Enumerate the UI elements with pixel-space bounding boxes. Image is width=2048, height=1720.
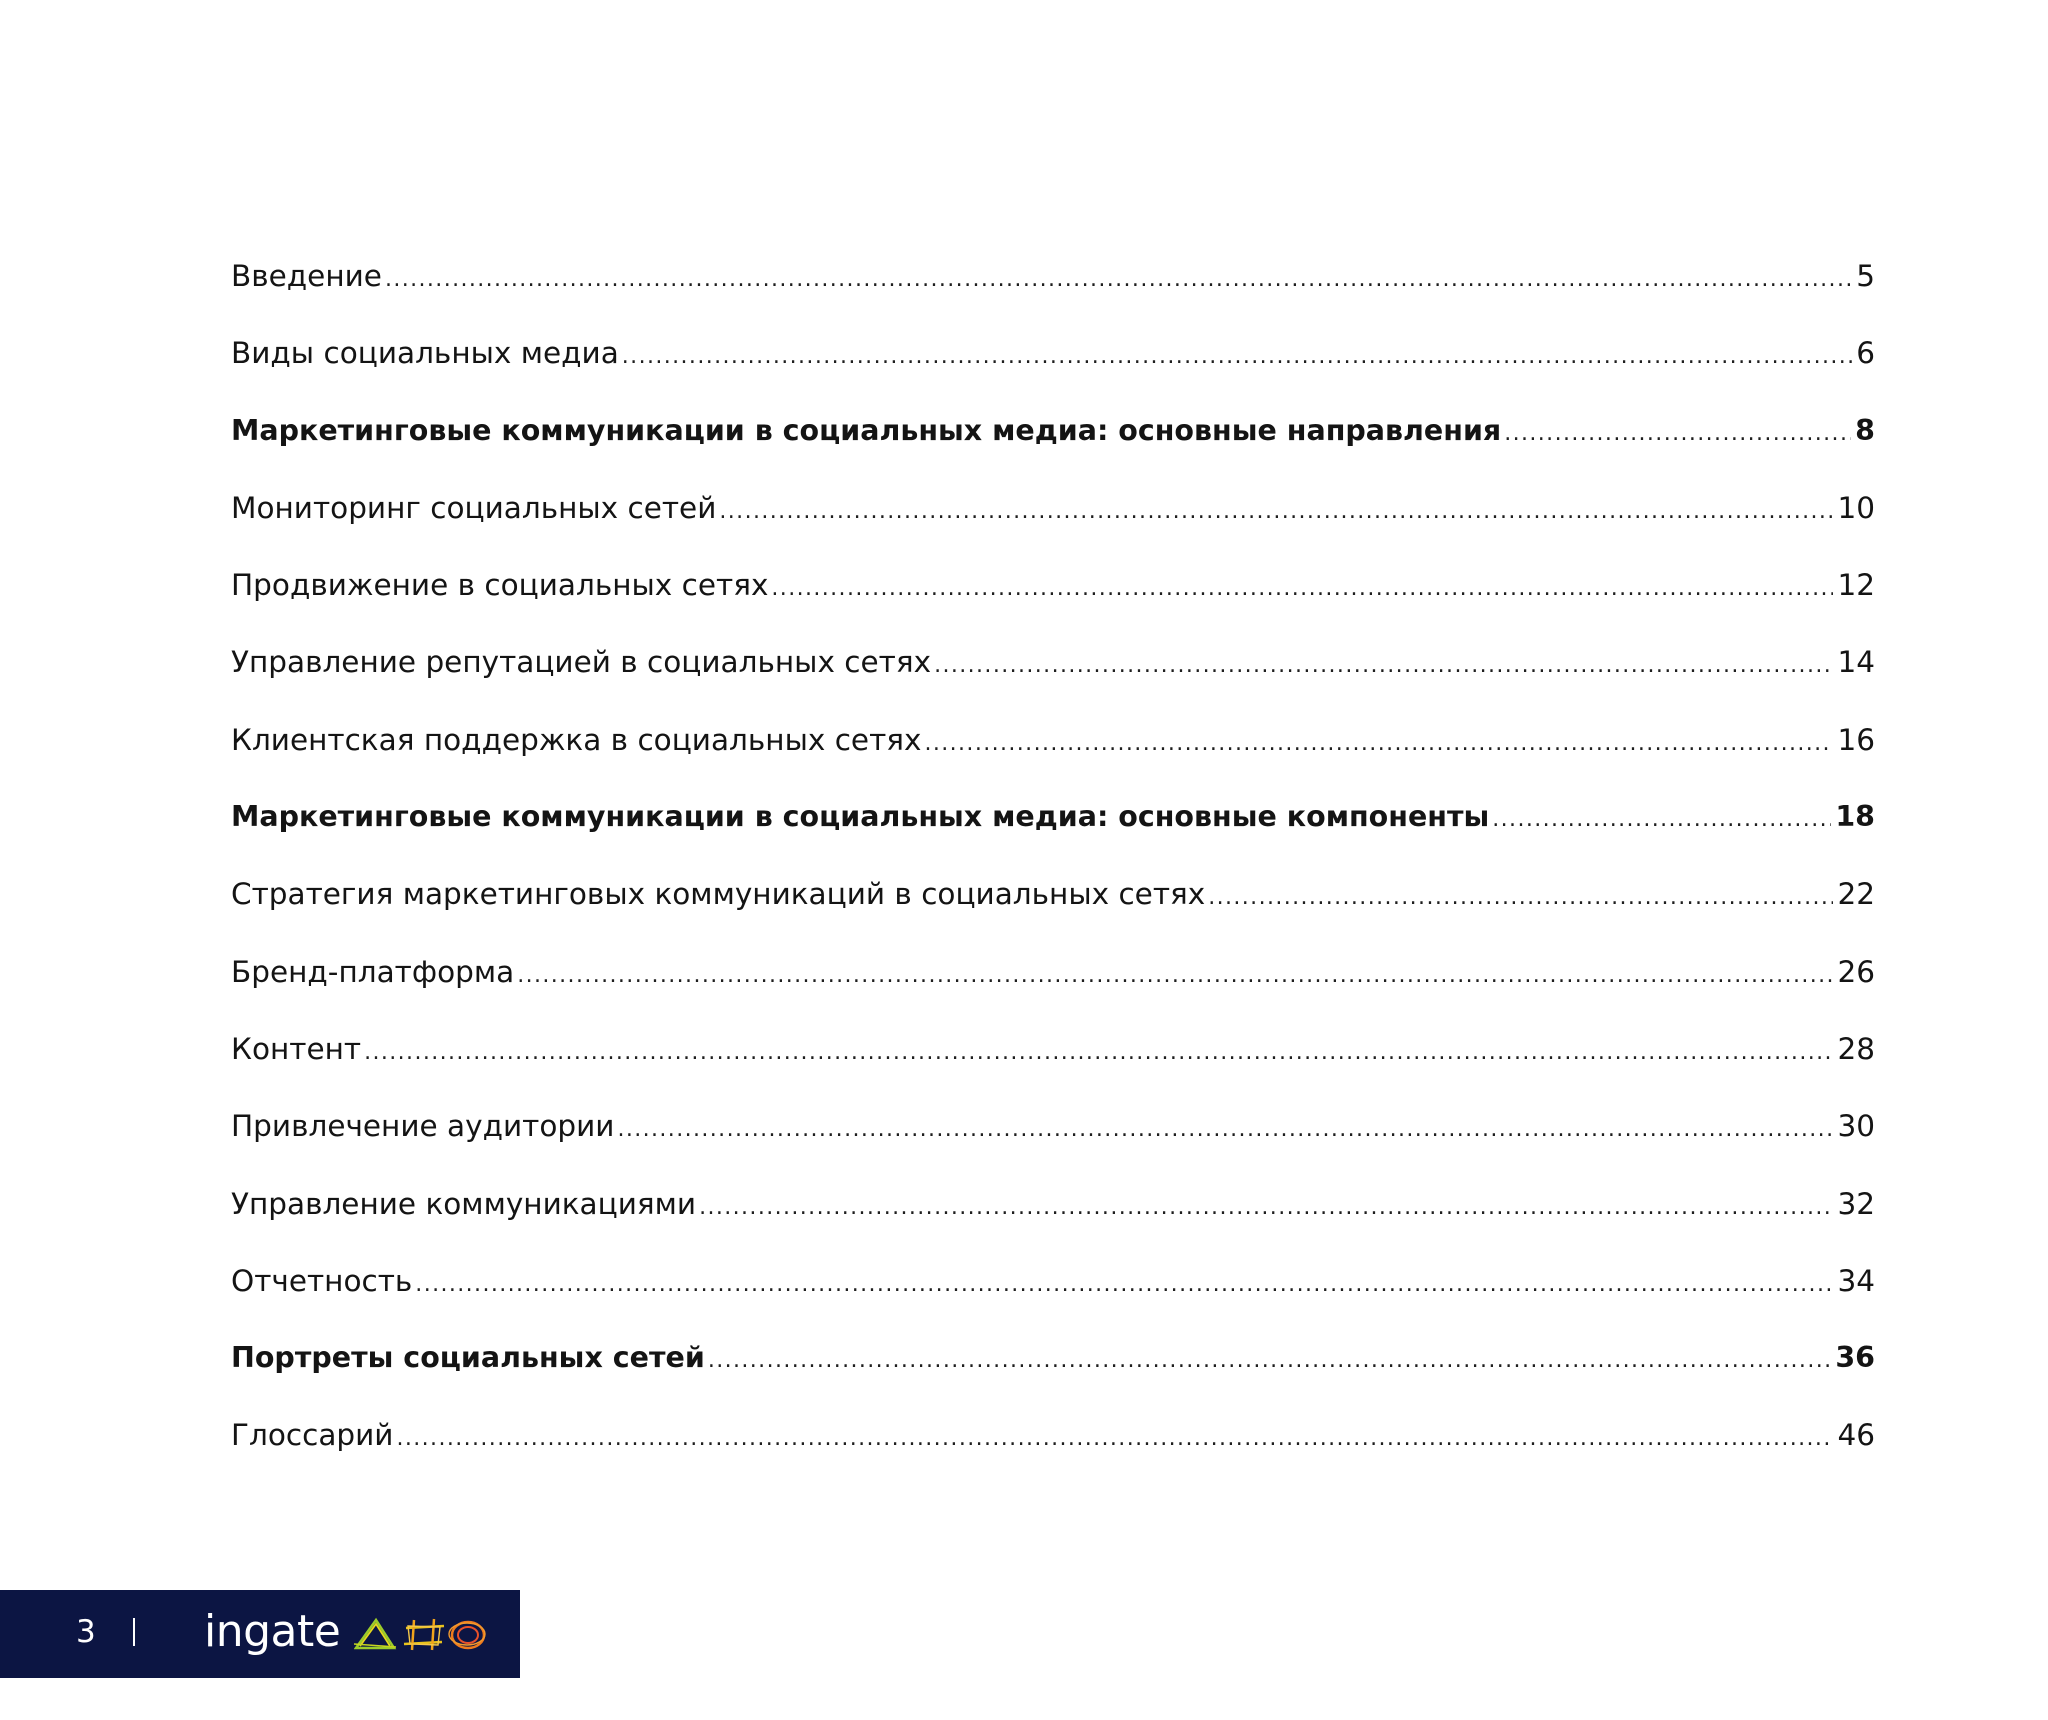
toc-entry-page: 34 (1837, 1263, 1875, 1298)
toc-entry-title: Виды социальных медиа (231, 336, 619, 371)
toc-dot-leader (924, 714, 1833, 774)
toc-entry[interactable] (231, 246, 1875, 323)
toc-entry-page: 18 (1835, 800, 1875, 834)
toc-entry[interactable] (231, 1251, 1875, 1328)
toc-entry-title: Привлечение аудитории (231, 1109, 615, 1144)
toc-entry-title: Управление репутацией в социальных сетях (231, 645, 932, 680)
toc-entry-page: 26 (1837, 954, 1875, 989)
toc-entry-page: 46 (1837, 1418, 1875, 1453)
toc-section-entry[interactable] (231, 787, 1875, 864)
toc-entry-page: 36 (1835, 1341, 1875, 1375)
toc-entry[interactable] (231, 323, 1875, 400)
toc-entry-title: Портреты социальных сетей (231, 1341, 705, 1375)
toc-entry-page: 12 (1837, 568, 1875, 603)
table-of-contents (231, 246, 1875, 1483)
toc-entry-page: 16 (1837, 722, 1875, 757)
toc-dot-leader (1504, 404, 1851, 464)
toc-entry-page: 8 (1855, 413, 1875, 447)
toc-entry[interactable] (231, 555, 1875, 632)
toc-entry-page: 22 (1837, 877, 1875, 912)
toc-dot-leader (1208, 868, 1833, 928)
toc-entry-title: Продвижение в социальных сетях (231, 568, 769, 603)
toc-entry-title: Отчетность (231, 1263, 413, 1298)
toc-dot-leader (622, 327, 1852, 387)
toc-entry-title: Стратегия маркетинговых коммуникаций в социальных сетях (231, 877, 1206, 912)
toc-entry-title: Мониторинг социальных сетей (231, 490, 717, 525)
footer-separator (133, 1618, 135, 1646)
toc-entry[interactable] (231, 1019, 1875, 1096)
toc-entry-page: 10 (1837, 490, 1875, 525)
toc-dot-leader (396, 1409, 1833, 1469)
toc-entry-page: 30 (1837, 1109, 1875, 1144)
toc-dot-leader (699, 1178, 1833, 1238)
toc-dot-leader (364, 1023, 1833, 1083)
toc-entry-title: Контент (231, 1031, 362, 1066)
toc-dot-leader (617, 1100, 1833, 1160)
toc-section-entry[interactable] (231, 1328, 1875, 1405)
toc-entry[interactable] (231, 942, 1875, 1019)
toc-entry-title: Глоссарий (231, 1418, 394, 1453)
toc-entry[interactable] (231, 1174, 1875, 1251)
toc-entry[interactable] (231, 864, 1875, 941)
toc-section-entry[interactable] (231, 401, 1875, 478)
toc-entry-page: 5 (1856, 259, 1875, 293)
page-number: 3 (76, 1614, 96, 1650)
toc-dot-leader (517, 946, 1833, 1006)
toc-dot-leader (771, 559, 1833, 619)
toc-entry[interactable] (231, 1096, 1875, 1173)
brand-logo-text: ingate (204, 1606, 341, 1657)
toc-entry-page: 28 (1837, 1031, 1875, 1066)
toc-entry-page: 6 (1856, 336, 1875, 371)
toc-dot-leader (934, 636, 1833, 696)
toc-entry-title: Введение (231, 259, 382, 293)
toc-entry-title: Клиентская поддержка в социальных сетях (231, 722, 922, 757)
toc-entry-page: 32 (1837, 1186, 1875, 1221)
toc-dot-leader (1492, 790, 1831, 850)
toc-dot-leader (415, 1255, 1833, 1315)
toc-entry[interactable] (231, 1405, 1875, 1482)
footer-bar (0, 1590, 520, 1678)
ingate-logo-mark-icon (354, 1614, 488, 1654)
toc-entry[interactable] (231, 710, 1875, 787)
toc-entry[interactable] (231, 478, 1875, 555)
toc-entry-title: Бренд-платформа (231, 954, 515, 989)
toc-entry-page: 14 (1837, 645, 1875, 680)
toc-entry-title: Маркетинговые коммуникации в социальных медиа: основные компоненты (231, 800, 1490, 834)
toc-entry-title: Маркетинговые коммуникации в социальных медиа: основные направления (231, 413, 1502, 447)
toc-entry-title: Управление коммуникациями (231, 1186, 697, 1221)
toc-entry[interactable] (231, 632, 1875, 709)
toc-dot-leader (385, 250, 1852, 310)
toc-dot-leader (708, 1331, 1832, 1391)
toc-dot-leader (719, 482, 1833, 542)
